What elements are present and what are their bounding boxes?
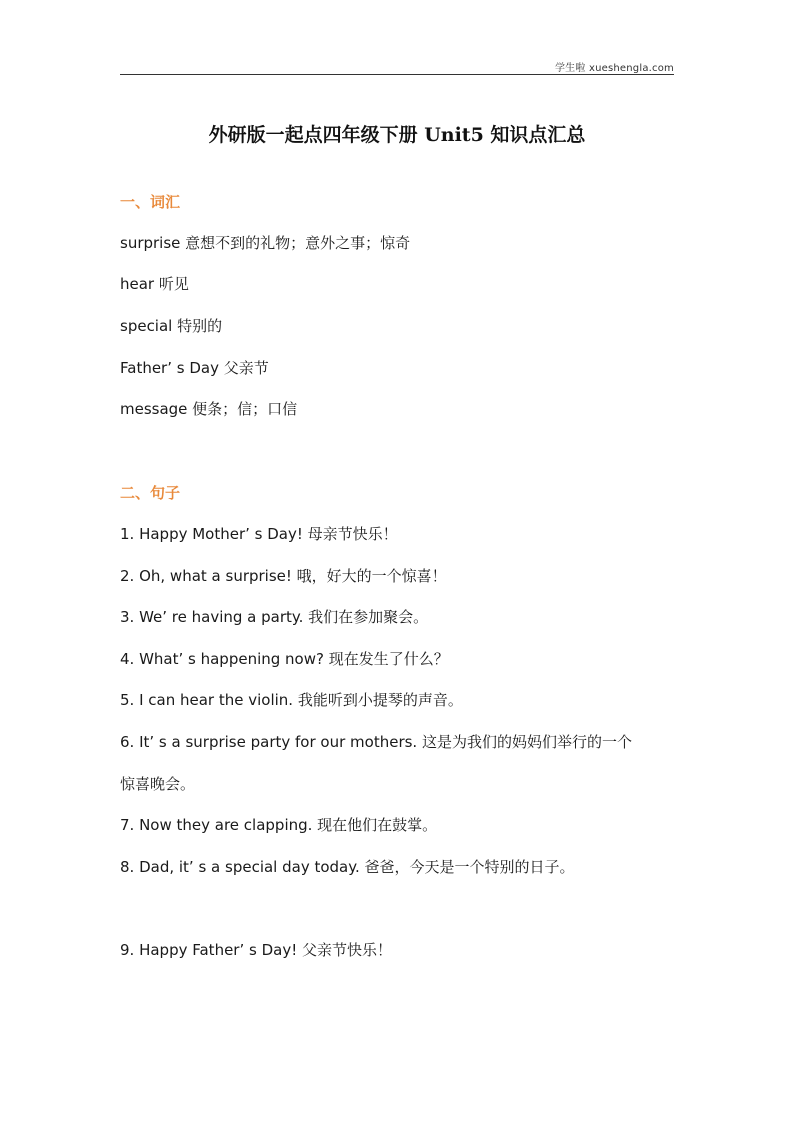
section-heading-sentences: 二、句子 (120, 484, 181, 502)
page-header (120, 56, 674, 75)
sentence-item: 6. It’ s a surprise party for our mothers. 这是为我们的妈妈们举行的一个 (120, 733, 632, 751)
vocab-item: message 便条；信；口信 (120, 400, 298, 418)
sentence-item: 2. Oh, what a surprise! 哦，好大的一个惊喜！ (120, 567, 447, 585)
header-site-text: 学生啦 xueshengla.com (554, 63, 674, 74)
sentence-item: 4. What’ s happening now? 现在发生了什么？ (120, 650, 449, 668)
sentence-item: 9. Happy Father’ s Day! 父亲节快乐！ (120, 941, 392, 959)
vocab-item: surprise 意想不到的礼物；意外之事；惊奇 (120, 234, 411, 252)
vocab-item: special 特别的 (120, 317, 223, 335)
document-title: 外研版一起点四年级下册 Unit5 知识点汇总 (208, 124, 586, 146)
sentence-item: 1. Happy Mother’ s Day! 母亲节快乐！ (120, 525, 398, 543)
vocab-item: hear 听见 (120, 275, 189, 293)
sentence-item: 7. Now they are clapping. 现在他们在鼓掌。 (120, 816, 438, 834)
sentence-item: 3. We’ re having a party. 我们在参加聚会。 (120, 608, 429, 626)
sentence-item-continuation: 惊喜晚会。 (120, 775, 196, 793)
vocab-item: Father’ s Day 父亲节 (120, 359, 269, 377)
section-heading-vocabulary: 一、词汇 (120, 193, 181, 211)
sentence-item: 5. I can hear the violin. 我能听到小提琴的声音。 (120, 691, 463, 709)
sentence-item: 8. Dad, it’ s a special day today. 爸爸，今天是一个特别的日子。 (120, 858, 575, 876)
